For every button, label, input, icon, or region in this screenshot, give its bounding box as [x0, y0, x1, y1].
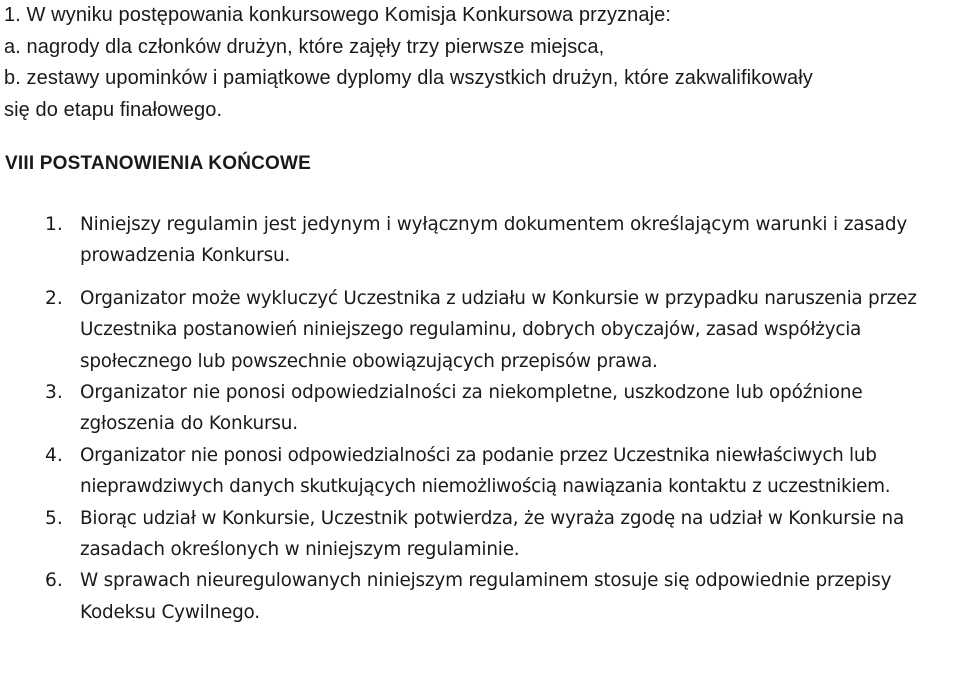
awards-item-b: b. zestawy upominków i pamiątkowe dyplomy dla wszystkich drużyn, które zakwalifikowały [4, 67, 813, 89]
list-item-text: Organizator nie ponosi odpowiedzialności za podanie przez Uczestnika niewłaściwych lub nieprawdziwych danych skutkujących niemożliwością nawiązania kontaktu z uczestnikiem. [80, 444, 891, 498]
list-item-text: W sprawach nieuregulowanych niniejszym regulaminem stosuje się odpowiednie przepisy Kodeksu Cywilnego. [80, 570, 892, 623]
section-heading: VIII POSTANOWIENIA KOŃCOWE [5, 153, 312, 174]
awards-item-b-continued: się do etapu finałowego. [4, 98, 223, 121]
list-item-text: Niniejszy regulamin jest jedynym i wyłącznym dokumentem określającym warunki i zasady prowadzenia Konkursu. [80, 214, 908, 267]
list-item-text: Organizator nie ponosi odpowiedzialności za niekompletne, uszkodzone lub opóźnione zgłoszenia do Konkursu. [80, 382, 863, 435]
list-item [0, 565, 960, 628]
list-item [0, 440, 960, 503]
list-item-number: 3. [45, 382, 63, 404]
awards-paragraph [0, 0, 960, 126]
list-item-text: Biorąc udział w Konkursie, Uczestnik potwierdza, że wyraża zgodę na udział w Konkursie na zasadach określonych w niniejszym regulaminie. [80, 507, 905, 561]
awards-item-a: a. nagrody dla członków drużyn, które zajęły trzy pierwsze miejsca, [4, 35, 605, 58]
list-item-number: 6. [45, 570, 63, 592]
list-item-text: Organizator może wykluczyć Uczestnika z udziału w Konkursie w przypadku naruszenia przez Uczestnika postanowień niniejszego regulaminu, dobrych obyczajów, zasad współżycia społecznego lub powszechnie obowiązujących przepisów prawa. [80, 287, 917, 372]
final-provisions-list [0, 209, 960, 628]
list-item [0, 503, 960, 566]
list-item [0, 377, 960, 440]
list-item [0, 283, 960, 377]
list-item-number: 5. [45, 507, 63, 529]
list-item-number: 4. [45, 444, 63, 466]
list-item-number: 1. [45, 214, 63, 235]
list-item [0, 209, 960, 272]
awards-intro-line: 1. W wyniku postępowania konkursowego Komisja Konkursowa przyznaje: [4, 4, 672, 26]
list-item-number: 2. [45, 287, 63, 309]
